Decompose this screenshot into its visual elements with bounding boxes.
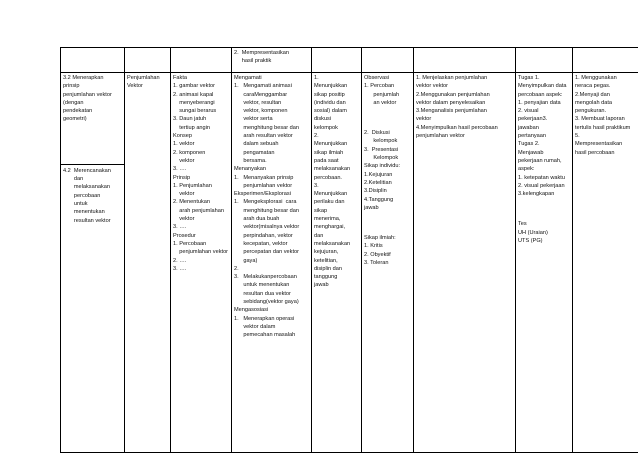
kd-cell [61, 73, 125, 453]
tugas-gap [518, 198, 570, 220]
rincian-text: Fakta 1. gambar vektor 2. animasi kapal menyeberangi sungai berarus 3. Daun jatuh tertiup angin Konsep 1. vektor 2. komponen vektor 3. …. Prinsip 1. Penjumlahan vektor 2. Menentukan arah penjumlahan vektor 3. …. Prosedur 1. Percobaan penjumlahan vektor 2. …. 3. …. [173, 74, 229, 273]
tugas-text-2: Tes UH (Uraian) UTS (PG) [518, 220, 570, 245]
penilaian-cell [362, 73, 414, 453]
penilaian-text-3: Sikap ilmiah: 1. Kritis 2. Obyektif 3. Toleran [364, 234, 411, 267]
kegiatan-cell [232, 73, 312, 453]
karakter-cell [312, 73, 362, 453]
tugas-text-1: Tugas 1. Menyimpulkan data percobaan aspek: 1. penyajian data 2. visual pekerjaan3. jawaban pertanyaan Tugas 2. Menjawab pekerjaan rumah, aspek: 1. ketepatan waktu 2. visual pekerjaan 3.kelengkapan [518, 74, 570, 198]
kegiatan-top-text: 2. Mempresentasikan hasil praktik [234, 49, 309, 66]
top-cell-kegiatan [232, 48, 312, 73]
penilaian-text-2: 2. Diskusi kelompok 3. Presentasi Kelompok Sikap individu: 1.Kejujuran 2.Ketelitian 3.Disiplin 4.Tanggung jawab [364, 129, 411, 212]
penilaian-text-1: Observasi 1. Percoban penjumlah an vektor [364, 74, 411, 107]
kegiatan-text: Mengamati 1. Mengamati animasi caraMenggambar vektor, resultan vektor, komponen vektor serta menghitung besar dan arah resultan vektor dalam sebuah pengamatan bersama. Menanyakan 1. Menanyakan prinsip penjumlahan vektor Eksperimen/Eksplorasi 1. Mengeksplorasi cara menghitung besar dan arah dua buah vektor(misalnya vektor perpindahan, vektor kecepatan, vektor percepatan dan vektor gaya) 2. 3. Melakukanpercobaan untuk menentukan resultan dua vektor sebidang(vektor gaya) Mengasosiasi 1. Menerapkan operasi vektor dalam pemecahan masalah [234, 74, 309, 340]
top-cell-tugas [516, 48, 573, 73]
kd-spacer [63, 124, 122, 164]
materi-text: Penjumlahan Vektor [127, 74, 168, 91]
silabus-table [60, 47, 638, 453]
top-cell-karakter [312, 48, 362, 73]
karakter-text: 1. Menunjukkan sikap positip (individu dan sosial) dalam diskusi kelompok 2. Menunjukkan sikap ilmiah pada saat melaksanakan percobaan. 3. Menunjukkan perilaku dan sikap menerima, menghargai, dan melaksanakan kejujuran, ketelitian, disiplin dan tanggung jawab [314, 74, 359, 290]
penilaian-gap-1 [364, 107, 411, 129]
kd-42-text: 4.2 Merencanakan dan melaksanakan percobaan untuk menentukan resultan vektor [63, 167, 122, 225]
top-row [61, 48, 638, 73]
tugas-cell [516, 73, 573, 453]
penilaian-gap-2 [364, 212, 411, 234]
indikator-cell [414, 73, 516, 453]
indikator-text: 1. Menjelaskan penjumlahan vektor vektor 2.Menggunakan penjumlahan vektor dalam penyelesaikan 3.Menganalisis penjumlahan vektor 4.Menyimpulkan hasil percobaan penjumlahan vektor [416, 74, 513, 140]
main-row [61, 73, 638, 453]
rincian-cell [171, 73, 232, 453]
top-cell-materi [125, 48, 171, 73]
top-cell-kd [61, 48, 125, 73]
top-cell-rincian [171, 48, 232, 73]
kd-divider [61, 164, 124, 165]
top-cell-sumber [573, 48, 638, 73]
sumber-cell [573, 73, 638, 453]
top-cell-indikator [414, 48, 516, 73]
top-cell-penilaian [362, 48, 414, 73]
kd-32-text: 3.2 Menerapkan prinsip penjumlahan vektor (dengan pendekatan geometri) [63, 74, 122, 124]
materi-cell [125, 73, 171, 453]
sumber-text: 1. Menggunakan neraca pegas. 2.Menyaji dan mengolah data pengukuran. 3. Membuat laporan tertulis hasil praktikum 5. Mempresentasikan hasil percobaan [575, 74, 638, 157]
